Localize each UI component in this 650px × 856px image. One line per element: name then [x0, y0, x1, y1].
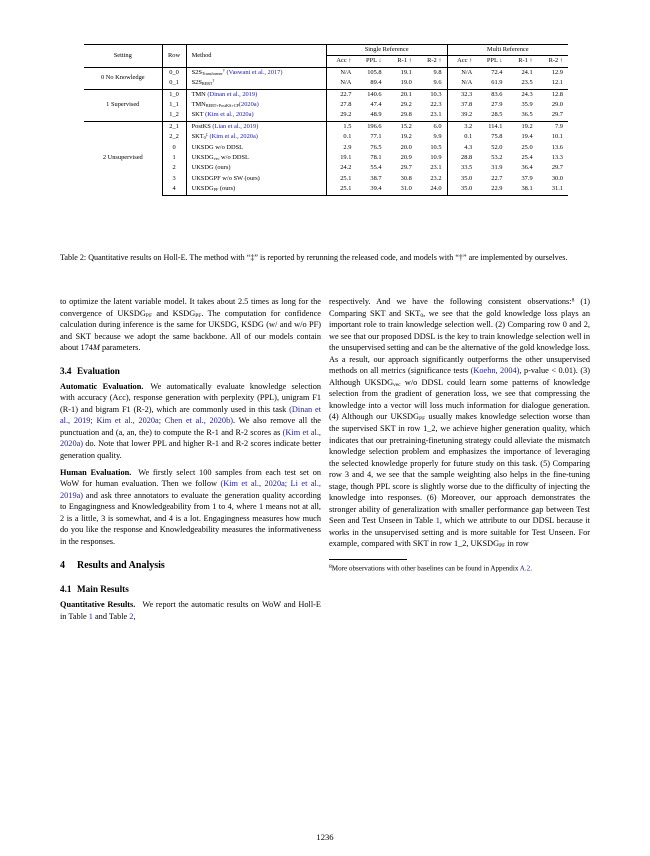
cell-metric-value: 196.6: [356, 121, 386, 132]
cell-metric-value: 29.0: [551, 101, 563, 109]
cell-metric-value: 72.4: [477, 67, 507, 78]
paragraph-quantitative-results-text: We report the automatic results on WoW and Holl-E in Table 1 and Table 2,: [60, 600, 321, 621]
cell-metric-value: 33.5: [447, 163, 477, 173]
cell-metric-value: 29.7: [551, 164, 563, 172]
cell-method: $TMN_{BERT+PostKS+CP}(2020a)$: [186, 100, 326, 110]
cell-metric-value: 77.1: [370, 133, 382, 141]
cell-metric-value: 89.4: [370, 79, 382, 87]
cell-metric-value: 27.8: [326, 100, 356, 110]
runin-quantitative-results: Quantitative Results.: [60, 600, 136, 610]
cell-metric-value: 9.8: [417, 67, 447, 78]
cell-metric-value: 7.9: [538, 121, 568, 132]
cell-metric-value: 20.9: [400, 154, 412, 162]
cell-metric-value: 78.1: [370, 154, 382, 162]
paragraph-automatic-evaluation: [60, 381, 321, 462]
paragraph-human-evaluation-text: We firstly select 100 samples from each test set on WoW for human evaluation. Then we follow (Kim et al., 2020a; Li et al., 2019a) and ask three annotators to evaluate the generation quality according to Engagingness and Knowledgeability from 1 to 4, where 1 means not at all, 2 is a little, 3 is somewhat, and 4 is a lot. Engagingness measures how much do you like the response and Knowledgeability measures the informativeness in the responses.: [60, 467, 321, 546]
cell-metric-value: 31.9: [491, 164, 503, 172]
cell-method: $S2S_{Transformer}^\dagger$ (Vaswani et al., 2017): [186, 67, 326, 78]
cell-metric-value: 114.1: [477, 121, 507, 132]
paragraph-automatic-evaluation-text: We automatically evaluate knowledge selection with accuracy (Acc), response generation with perplexity (PPL), unigram F1 (R-1) and bigram F1 (R-2), which are commonly used in this task (Dinan et al., 2019; Kim et al., 2020a; Chen et al., 2020b). We also remove all the punctuation and (a, an, the) to compute the R-1 and R-2 scores as (Kim et al., 2020a) do. Note that lower PPL and higher R-1 and R-2 scores indicate better generation quality.: [60, 381, 321, 461]
cell-metric-value: N/A: [326, 78, 356, 89]
cell-method: $S2S_{BERT}^\dagger$: [186, 78, 326, 89]
cell-row-id: 2: [162, 163, 186, 173]
paragraph-training-cost: to optimize the latent variable model. It takes about 2.5 times as long for the convergence of $UKSDG_{PF}$ and $KSDG_{PF}$. The computation for confidence calculation during inference is the same for UKSDG, KSDG (w/ and w/o PF) and SKT because we adopt the same backbone. All of our models contain about 174M parameters.: [60, 297, 321, 353]
cell-metric-value: 25.0: [521, 143, 533, 151]
heading-4-1-main-results: [60, 583, 321, 595]
cell-metric-value: 29.2: [326, 110, 356, 121]
header-metric: PPL ↓: [477, 56, 507, 67]
cell-metric-value: 47.4: [370, 101, 382, 109]
paragraph-observations: respectively. And we have the following consistent observations:$^8$ (1) Comparing SKT and $SKT_0$, we see that the gold knowledge loss plays an important role to train knowledge selection well. (2) Comparing row 0 and 2, we see that our proposed DDSL is the key to train knowledge selection well in the unsupervised setting and can be the alternative of the gold knowledge loss. As a result, our approach significantly outperforms the other unsupervised methods on all metrics (significance tests (Koehn, 2004), p-value < 0.01). (3) Although $UKSDG_{vec}$ w/o DDSL could learn some patterns of knowledge selection from the gradient of generation loss, we see that compressing the knowledge into a vector will loss much information for dialogue generation. (4) Although our $UKSDG_{PF}$ usually makes knowledge selection worse than the supervised SKT in row 1_2, we achieve higher generation quality, which indicates that our pretraining-finetuning strategy could alleviate the mismatch knowledge selection problem and emphasizes the importance of leveraging the selected knowledge properly for future study on this task. (5) Comparing row 3 and 4, we see that the sample weighting also helps in the fine-tuning stage, though PPL score is slightly worse due to the difficulty of injecting the knowledge into responses. (6) Moreover, our approach demonstrates the stronger ability of generalization with smaller performance gap between Test Seen and Test Unseen in Table 1, which we attribute to our DDSL because it works in the unsupervised setting and is more suitable for Test Unseen. For example, compared with SKT in row 1_2, $UKSDG_{PF}$ in row: [329, 297, 591, 550]
cell-metric-value: 29.7: [551, 111, 563, 119]
cell-metric-value: 38.7: [370, 174, 382, 182]
heading-number: 4.1: [60, 584, 72, 595]
page-number: 1236: [316, 832, 334, 842]
cell-method: UKSDG (ours): [186, 163, 326, 173]
cell-row-id: 1_1: [162, 100, 186, 110]
cell-metric-value: 22.7: [491, 174, 503, 182]
footnote-8: $^8$More observations with other baselines can be found in Appendix A.2.: [329, 564, 532, 573]
cell-method: UKSDGPF w/o SW (ours): [186, 174, 326, 184]
cell-method: SKT (Kim et al., 2020a): [186, 110, 326, 121]
cell-method: $SKT_0^\ddagger$ (Kim et al., 2020a): [186, 132, 326, 142]
cell-metric-value: 23.5: [521, 79, 533, 87]
cell-metric-value: N/A: [447, 67, 477, 78]
header-metric: R-1 ↑: [387, 56, 417, 67]
cell-metric-value: 27.9: [491, 101, 503, 109]
cell-metric-value: 37.9: [521, 174, 533, 182]
table-caption: Table 2: Quantitative results on Holl-E. The method with “‡” is reported by rerunning the released code, and models with “†” are implemented by ourselves.: [60, 253, 568, 262]
table-row: [84, 89, 568, 100]
results-table-body: [84, 45, 568, 196]
cell-metric-value: 35.0: [447, 174, 477, 184]
paragraph-quantitative-results: [60, 599, 321, 622]
runin-automatic-evaluation: Automatic Evaluation.: [60, 381, 144, 391]
cell-metric-value: 38.1: [507, 184, 537, 195]
cell-metric-value: 35.9: [521, 101, 533, 109]
cell-setting: 1 Supervised: [84, 89, 162, 121]
cell-row-id: 4: [162, 184, 186, 195]
cell-metric-value: 30.0: [551, 174, 563, 182]
heading-4-results-and-analysis: [60, 560, 321, 572]
header-metric: R-2 ↑: [538, 56, 568, 67]
cell-metric-value: 23.1: [430, 111, 442, 119]
cell-method: $UKSDG_{PF}$ (ours): [186, 184, 326, 195]
cell-metric-value: 76.5: [370, 143, 382, 151]
cell-row-id: 3: [162, 174, 186, 184]
cell-metric-value: 25.1: [326, 174, 356, 184]
header-setting: Setting: [84, 45, 162, 68]
heading-text: Results and Analysis: [77, 560, 165, 572]
cell-metric-value: 19.1: [326, 153, 356, 163]
header-metric: R-1 ↑: [507, 56, 537, 67]
cell-setting: 0 No Knowledge: [84, 67, 162, 89]
cell-row-id: 1: [162, 153, 186, 163]
cell-metric-value: N/A: [447, 78, 477, 89]
heading-text: Main Results: [77, 584, 129, 595]
cell-metric-value: 36.4: [521, 164, 533, 172]
cell-metric-value: 31.1: [538, 184, 568, 195]
heading-number: 4: [60, 560, 65, 572]
cell-row-id: 0_0: [162, 67, 186, 78]
cell-metric-value: 13.6: [551, 143, 563, 151]
paragraph-human-evaluation: [60, 467, 321, 548]
header-metric: R-2 ↑: [417, 56, 447, 67]
cell-metric-value: 24.0: [417, 184, 447, 195]
cell-metric-value: 10.9: [430, 154, 442, 162]
cell-metric-value: 22.9: [477, 184, 507, 195]
cell-metric-value: 53.2: [491, 154, 503, 162]
heading-text: Evaluation: [77, 365, 120, 376]
cell-metric-value: 2.9: [326, 143, 356, 153]
cell-metric-value: 30.8: [400, 174, 412, 182]
header-group-single-reference: Single Reference: [326, 45, 447, 56]
cell-metric-value: 48.9: [370, 111, 382, 119]
footnote-separator: [329, 559, 407, 560]
header-metric: Acc ↑: [326, 56, 356, 67]
cell-metric-value: 23.1: [430, 164, 442, 172]
table-header-row-groups: [84, 45, 568, 56]
results-table: [84, 44, 568, 196]
heading-3-4-evaluation: [60, 365, 321, 377]
cell-metric-value: 20.0: [400, 143, 412, 151]
cell-metric-value: 25.4: [521, 154, 533, 162]
cell-metric-value: 32.3: [447, 89, 477, 100]
cell-metric-value: 6.0: [417, 121, 447, 132]
cell-metric-value: 28.5: [491, 111, 503, 119]
header-metric: PPL ↓: [356, 56, 386, 67]
cell-metric-value: 22.3: [430, 101, 442, 109]
heading-number: 3.4: [60, 365, 72, 376]
cell-metric-value: 29.2: [400, 101, 412, 109]
cell-metric-value: 0.1: [326, 132, 356, 142]
cell-metric-value: 15.2: [387, 121, 417, 132]
cell-metric-value: 1.5: [326, 121, 356, 132]
cell-metric-value: 24.1: [507, 67, 537, 78]
cell-metric-value: 9.6: [433, 79, 442, 87]
cell-metric-value: 12.9: [538, 67, 568, 78]
cell-metric-value: 29.7: [400, 164, 412, 172]
cell-metric-value: 39.4: [356, 184, 386, 195]
body-column-left: [60, 296, 321, 622]
cell-metric-value: 10.3: [417, 89, 447, 100]
table-row: [84, 67, 568, 78]
cell-metric-value: 37.8: [447, 100, 477, 110]
cell-metric-value: 52.0: [491, 143, 503, 151]
cell-metric-value: 19.1: [387, 67, 417, 78]
header-metric: Acc ↑: [447, 56, 477, 67]
cell-metric-value: 83.6: [477, 89, 507, 100]
cell-metric-value: 75.8: [491, 133, 503, 141]
cell-metric-value: 61.9: [491, 79, 503, 87]
cell-metric-value: 28.8: [447, 153, 477, 163]
cell-metric-value: 19.2: [507, 121, 537, 132]
cell-row-id: 1_2: [162, 110, 186, 121]
cell-metric-value: N/A: [326, 67, 356, 78]
results-table-container: [84, 44, 568, 196]
body-column-right: [329, 296, 590, 574]
cell-method: TMN (Dinan et al., 2019): [186, 89, 326, 100]
cell-metric-value: 24.3: [507, 89, 537, 100]
header-group-multi-reference: Multi Reference: [447, 45, 568, 56]
cell-metric-value: 3.2: [447, 121, 477, 132]
cell-method: $UKSDG_{vec}$ w/o DDSL: [186, 153, 326, 163]
cell-metric-value: 140.6: [356, 89, 386, 100]
cell-metric-value: 10.1: [551, 133, 563, 141]
header-method: Method: [186, 45, 326, 68]
cell-metric-value: 36.5: [521, 111, 533, 119]
cell-metric-value: 19.4: [521, 133, 533, 141]
cell-metric-value: 12.8: [538, 89, 568, 100]
cell-row-id: 2_2: [162, 132, 186, 142]
runin-human-evaluation: Human Evaluation.: [60, 467, 132, 477]
table-row: [84, 121, 568, 132]
cell-row-id: 0: [162, 143, 186, 153]
cell-metric-value: 12.1: [551, 79, 563, 87]
cell-metric-value: 24.2: [326, 163, 356, 173]
cell-metric-value: 20.1: [387, 89, 417, 100]
cell-metric-value: 13.3: [551, 154, 563, 162]
cell-method: PostKS (Lian et al., 2019): [186, 121, 326, 132]
cell-metric-value: 39.2: [447, 110, 477, 121]
cell-setting: 2 Unsupervised: [84, 121, 162, 195]
cell-metric-value: 0.1: [447, 132, 477, 142]
cell-metric-value: 31.0: [387, 184, 417, 195]
cell-metric-value: 22.7: [326, 89, 356, 100]
cell-metric-value: 105.8: [356, 67, 386, 78]
cell-method: UKSDG w/o DDSL: [186, 143, 326, 153]
cell-metric-value: 19.0: [400, 79, 412, 87]
cell-row-id: 0_1: [162, 78, 186, 89]
header-row: Row: [162, 45, 186, 68]
cell-metric-value: 9.9: [433, 133, 442, 141]
cell-metric-value: 10.5: [430, 143, 442, 151]
cell-metric-value: 19.2: [400, 133, 412, 141]
cell-metric-value: 55.4: [370, 164, 382, 172]
cell-metric-value: 35.0: [447, 184, 477, 195]
cell-metric-value: 25.1: [326, 184, 356, 195]
cell-metric-value: 23.2: [430, 174, 442, 182]
cell-row-id: 1_0: [162, 89, 186, 100]
cell-row-id: 2_1: [162, 121, 186, 132]
cell-metric-value: 4.3: [447, 143, 477, 153]
cell-metric-value: 29.8: [400, 111, 412, 119]
